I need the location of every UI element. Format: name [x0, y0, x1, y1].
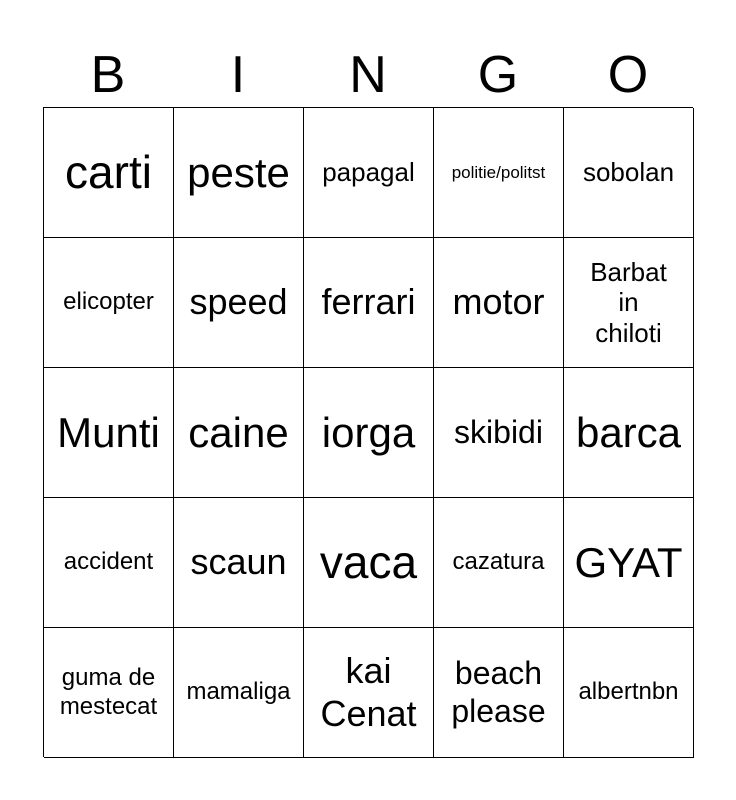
bingo-cell[interactable] — [174, 108, 304, 238]
bingo-cell[interactable] — [304, 368, 434, 498]
cell-text: beach please — [451, 655, 546, 729]
cell-text: motor — [452, 281, 545, 323]
cell-text: elicopter — [63, 288, 154, 316]
cell-text: ferrari — [321, 281, 416, 323]
cell-text: cazatura — [452, 548, 545, 576]
cell-text: papagal — [322, 157, 415, 188]
cell-text: sobolan — [582, 157, 675, 188]
cell-text: guma de mestecat — [59, 664, 158, 720]
cell-text: carti — [65, 145, 152, 198]
cell-text: iorga — [321, 408, 416, 456]
bingo-cell[interactable] — [564, 498, 694, 628]
bingo-cell[interactable] — [564, 238, 694, 368]
cell-text: vaca — [319, 535, 418, 588]
header-letter-g: G — [477, 46, 519, 104]
bingo-cell[interactable] — [304, 108, 434, 238]
cell-text: speed — [189, 281, 288, 323]
cell-text: accident — [63, 548, 154, 576]
bingo-cell[interactable] — [434, 498, 564, 628]
bingo-cell[interactable] — [44, 368, 174, 498]
header-letter-b: B — [90, 46, 126, 104]
bingo-cell[interactable] — [44, 108, 174, 238]
bingo-cell[interactable] — [434, 108, 564, 238]
bingo-cell[interactable] — [304, 498, 434, 628]
bingo-cell[interactable] — [564, 628, 694, 758]
cell-text: mamaliga — [186, 678, 291, 706]
bingo-header — [43, 44, 693, 106]
bingo-cell[interactable] — [44, 498, 174, 628]
bingo-cell[interactable] — [304, 238, 434, 368]
bingo-cell[interactable] — [434, 238, 564, 368]
header-letter-i: I — [230, 46, 246, 104]
cell-text: GYAT — [574, 538, 683, 586]
cell-text: barca — [575, 408, 682, 456]
cell-text: Barbat in chiloti — [590, 256, 667, 348]
header-letter-o: O — [607, 46, 649, 104]
bingo-board — [43, 107, 693, 757]
cell-text: scaun — [190, 541, 287, 583]
bingo-cell[interactable] — [434, 628, 564, 758]
bingo-cell[interactable] — [564, 108, 694, 238]
cell-text: politie/politst — [451, 162, 546, 182]
cell-text: kai Cenat — [320, 650, 417, 734]
bingo-cell[interactable] — [44, 238, 174, 368]
cell-text: caine — [188, 408, 289, 456]
bingo-cell[interactable] — [434, 368, 564, 498]
bingo-cell[interactable] — [174, 238, 304, 368]
cell-text: albertnbn — [578, 678, 679, 706]
cell-text: skibidi — [454, 413, 543, 450]
bingo-cell[interactable] — [564, 368, 694, 498]
cell-text: peste — [187, 148, 290, 196]
bingo-cell[interactable] — [304, 628, 434, 758]
bingo-cell[interactable] — [174, 628, 304, 758]
cell-text: Munti — [57, 408, 160, 456]
bingo-cell[interactable] — [174, 498, 304, 628]
header-letter-n: N — [349, 46, 387, 104]
bingo-cell[interactable] — [174, 368, 304, 498]
bingo-cell[interactable] — [44, 628, 174, 758]
